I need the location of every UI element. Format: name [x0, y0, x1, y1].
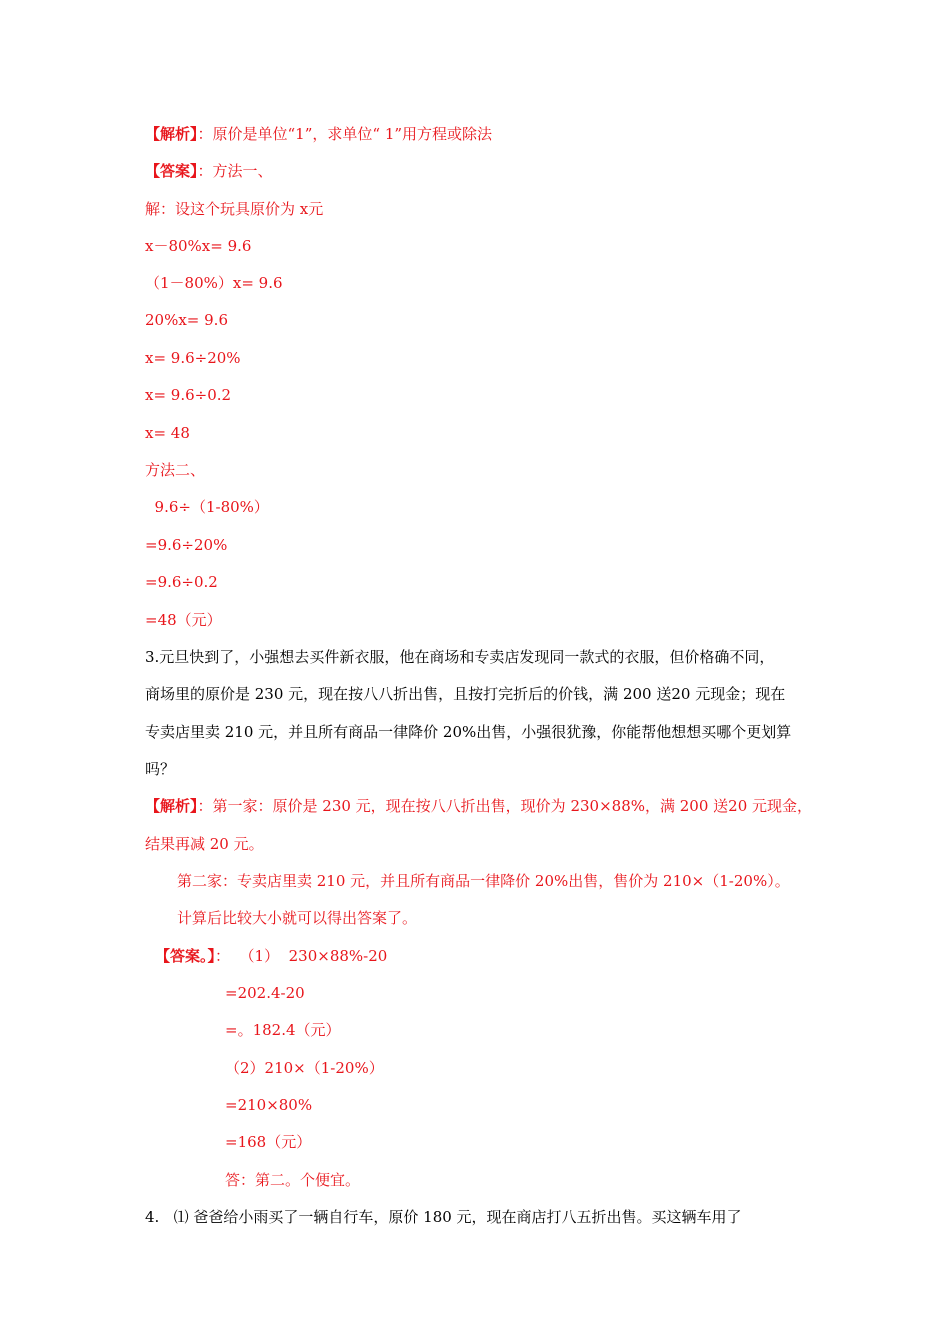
analysis-label: 【解析】 — [145, 125, 198, 143]
q2-line-9: 9.6÷（1-80%） — [145, 498, 269, 516]
q3-analysis — [145, 796, 812, 816]
analysis-text: ：第一家：原价是 230 元，现在按八八折出售，现价为 230×88%，满 200 送20 元现金， — [197, 797, 813, 815]
q2-line-12: =48（元） — [145, 611, 222, 629]
q3-answer-line-2: =202.4-20 — [225, 984, 305, 1002]
q3-question-line-2: 商场里的原价是 230 元，现在按八八折出售，且按打完折后的价钱，满 200 送20 元现金；现在 — [145, 685, 786, 703]
analysis-text: ：原价是单位“1”，求单位“ 1”用方程或除法 — [197, 125, 493, 143]
answer-label: 【答案。】 — [155, 947, 216, 965]
q2-line-6: x= 9.6÷0.2 — [145, 386, 232, 404]
q3-answer-line-3: =。182.4（元） — [225, 1021, 341, 1039]
q3-analysis-line-3: 第二家：专卖店里卖 210 元，并且所有商品一律降价 20%出售，售价为 210×（1-20%）。 — [177, 872, 790, 890]
answer-first-line: ： （1） 230×88%-20 — [215, 947, 388, 965]
q2-line-1: 解：设这个玩具原价为 x元 — [145, 200, 324, 218]
q2-line-11: =9.6÷0.2 — [145, 573, 218, 591]
q3-analysis-line-4: 计算后比较大小就可以得出答案了。 — [177, 909, 418, 927]
q3-answer-line-6: =168（元） — [225, 1133, 312, 1151]
answer-text: ：方法一、 — [197, 162, 273, 180]
q2-answer — [145, 161, 273, 181]
q3-answer-line-7: 答：第二。个便宜。 — [225, 1171, 361, 1189]
q3-question-line-4: 吗？ — [145, 760, 176, 778]
answer-label: 【答案】 — [145, 162, 198, 180]
analysis-label: 【解析】 — [145, 797, 198, 815]
q3-analysis-line-2: 结果再减 20 元。 — [145, 835, 264, 853]
q2-line-10: =9.6÷20% — [145, 536, 228, 554]
q2-line-5: x= 9.6÷20% — [145, 349, 241, 367]
q2-line-2: x－80%x= 9.6 — [145, 237, 252, 255]
q2-line-8: 方法二、 — [145, 461, 206, 479]
q2-line-3: （1－80%）x= 9.6 — [145, 274, 283, 292]
q2-line-7: x= 48 — [145, 424, 190, 442]
q3-question-line-3: 专卖店里卖 210 元，并且所有商品一律降价 20%出售，小强很犹豫，你能帮他想想买哪个更划算 — [145, 723, 792, 741]
q3-answer — [155, 946, 387, 966]
q3-answer-line-4: （2）210×（1-20%） — [225, 1059, 384, 1077]
q3-answer-line-5: =210×80% — [225, 1096, 313, 1114]
q2-analysis — [145, 124, 492, 144]
q4-line-1: 4. ⑴ 爸爸给小雨买了一辆自行车，原价 180 元，现在商店打八五折出售。买这辆车用了 — [145, 1208, 742, 1226]
q3-question-line-1: 3.元旦快到了，小强想去买件新衣服，他在商场和专卖店发现同一款式的衣服，但价格确不同， — [145, 648, 775, 666]
q2-line-4: 20%x= 9.6 — [145, 311, 228, 329]
